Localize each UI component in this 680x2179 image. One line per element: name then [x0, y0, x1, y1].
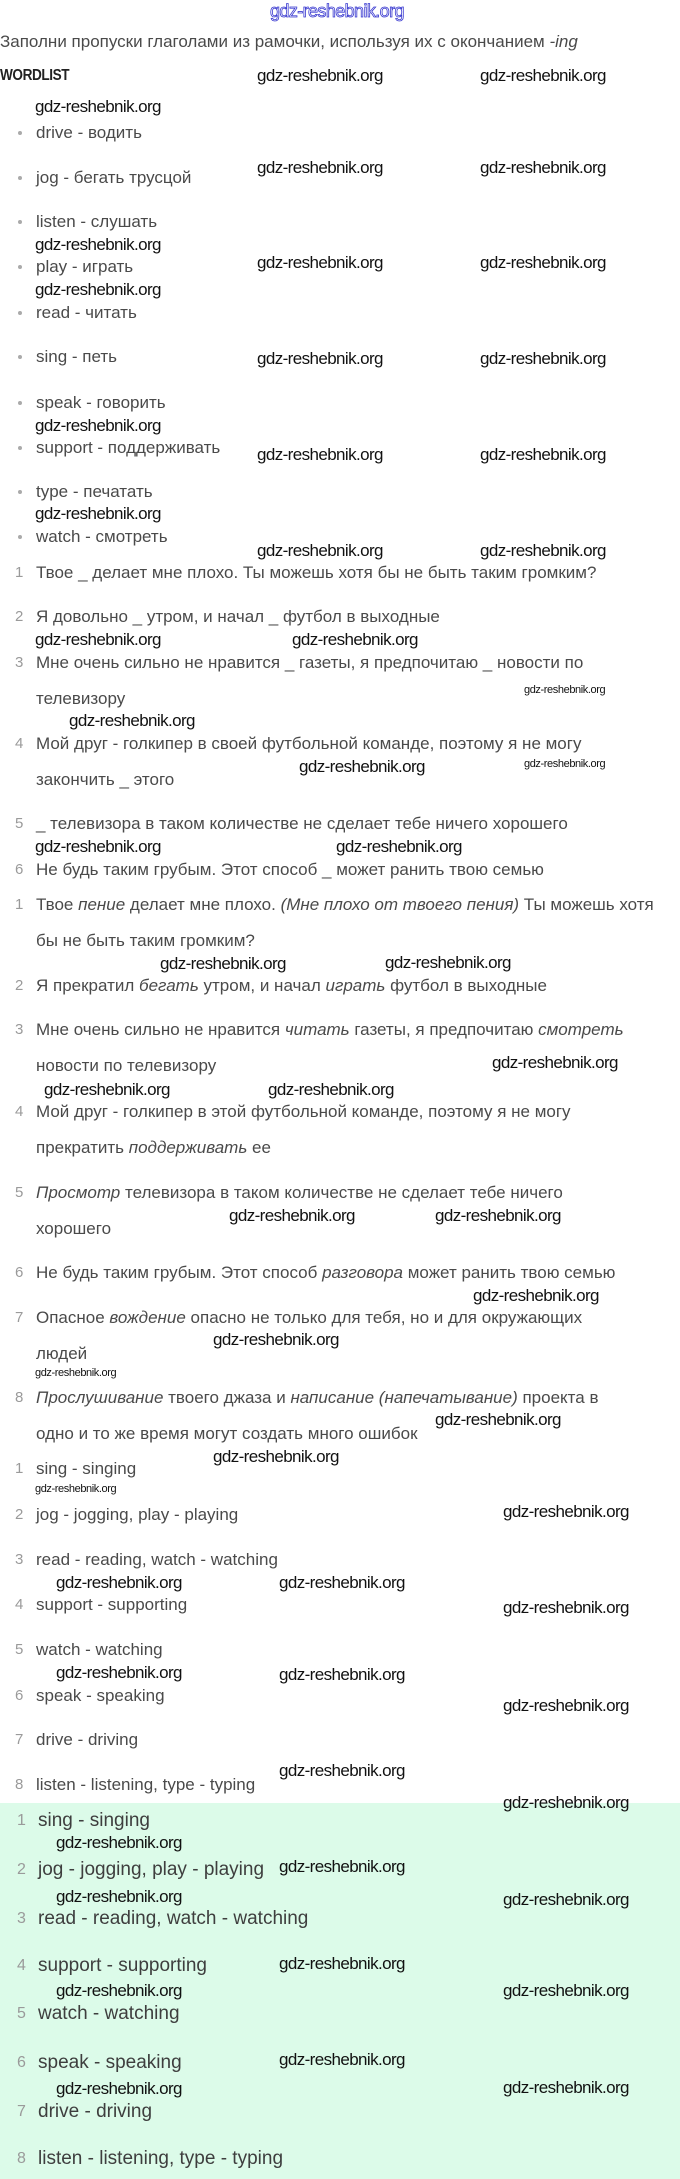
answer-text: прекратить [36, 1138, 129, 1157]
answer-number: 7 [15, 1309, 24, 1326]
watermark: gdz-reshebnik.org [44, 1080, 170, 1099]
answer-line [36, 975, 547, 997]
key-item: watch - watching [36, 1640, 163, 1659]
bullet-icon [18, 490, 22, 494]
watermark: gdz-reshebnik.org [279, 1573, 405, 1592]
answer-line [36, 1423, 418, 1445]
watermark: gdz-reshebnik.org [385, 953, 511, 972]
watermark: gdz-reshebnik.org [292, 630, 418, 649]
answer-text: твоего джаза и [163, 1388, 291, 1407]
bullet-icon [18, 220, 22, 224]
watermark: gdz-reshebnik.org [524, 758, 606, 770]
exercise-number: 4 [15, 735, 24, 752]
bullet-icon [18, 176, 22, 180]
exercise-line: Твое _ делает мне плохо. Ты можешь хотя бы не быть таким громким? [36, 563, 597, 582]
answer-text: Опасное [36, 1308, 110, 1327]
watermark: gdz-reshebnik.org [503, 1890, 629, 1909]
highlight-key-item: read - reading, watch - watching [38, 1908, 309, 1929]
watermark: gdz-reshebnik.org [35, 504, 161, 523]
answer-word: Просмотр [36, 1183, 121, 1202]
highlight-key-number: 6 [17, 2054, 26, 2071]
watermark: gdz-reshebnik.org [257, 253, 383, 272]
answer-line [36, 1055, 216, 1077]
answer-word: играть [325, 976, 386, 995]
answer-line [36, 1307, 582, 1329]
exercise-number: 2 [15, 608, 24, 625]
wordlist-item: read - читать [36, 303, 137, 322]
wordlist-item: jog - бегать трусцой [36, 168, 192, 187]
answer-text: Ты можешь хотя [519, 895, 654, 914]
exercise-number: 1 [15, 564, 24, 581]
instruction-suffix: -ing [549, 32, 578, 51]
watermark: gdz-reshebnik.org [56, 1663, 182, 1682]
answer-text: Не будь таким грубым. Этот способ [36, 1263, 323, 1282]
answer-text: новости по телевизору [36, 1056, 217, 1075]
highlight-key-item: support - supporting [38, 1955, 207, 1976]
key-item: speak - speaking [36, 1686, 165, 1705]
highlight-key-number: 4 [17, 1957, 26, 1974]
answer-line [36, 1387, 598, 1409]
watermark: gdz-reshebnik.org [160, 954, 286, 973]
watermark: gdz-reshebnik.org [56, 1573, 182, 1592]
key-number: 5 [15, 1641, 24, 1658]
key-number: 2 [15, 1506, 24, 1523]
watermark: gdz-reshebnik.org [35, 97, 161, 116]
watermark: gdz-reshebnik.org [435, 1410, 561, 1429]
watermark: gdz-reshebnik.org [257, 349, 383, 368]
watermark: gdz-reshebnik.org [503, 1981, 629, 2000]
watermark: gdz-reshebnik.org [480, 66, 606, 85]
exercise-number: 5 [15, 815, 24, 832]
highlight-key-item: sing - singing [38, 1810, 150, 1831]
answer-number: 1 [15, 896, 24, 913]
wordlist-title: WORDLIST [0, 67, 70, 84]
highlight-key-number: 5 [17, 2005, 26, 2022]
highlight-key-item: jog - jogging, play - playing [38, 1859, 265, 1880]
watermark: gdz-reshebnik.org [35, 1367, 117, 1379]
bullet-icon [18, 311, 22, 315]
watermark: gdz-reshebnik.org [35, 280, 161, 299]
watermark: gdz-reshebnik.org [279, 1857, 405, 1876]
watermark: gdz-reshebnik.org [279, 1761, 405, 1780]
exercise-number: 6 [15, 861, 24, 878]
watermark: gdz-reshebnik.org [257, 445, 383, 464]
answer-text: Твое [36, 895, 79, 914]
wordlist-item: type - печатать [36, 482, 153, 501]
watermark: gdz-reshebnik.org [35, 416, 161, 435]
highlight-key-item: drive - driving [38, 2101, 153, 2122]
answer-text: делает мне плохо. [125, 895, 281, 914]
answer-text: Мне очень сильно не нравится [36, 1020, 285, 1039]
highlight-key-number: 8 [17, 2150, 26, 2167]
bullet-icon [18, 446, 22, 450]
exercise-line: Мой друг - голкипер в своей футбольной команде, поэтому я не могу [36, 734, 582, 753]
watermark: gdz-reshebnik.org [336, 837, 462, 856]
highlight-key-item: watch - watching [38, 2003, 180, 2024]
answer-word: Прослушивание [36, 1388, 164, 1407]
answer-text: утром, и начал [198, 976, 326, 995]
watermark: gdz-reshebnik.org [503, 1696, 629, 1715]
answer-word: пение [78, 895, 126, 914]
answer-word: вождение [109, 1308, 186, 1327]
watermark: gdz-reshebnik.org [56, 2079, 182, 2098]
watermark: gdz-reshebnik.org [279, 1665, 405, 1684]
answer-word: читать [284, 1020, 350, 1039]
watermark: gdz-reshebnik.org [503, 1502, 629, 1521]
bullet-icon [18, 401, 22, 405]
wordlist-item: play - играть [36, 257, 134, 276]
answer-number: 3 [15, 1021, 24, 1038]
answer-number: 2 [15, 977, 24, 994]
answer-text: опасно не только для тебя, но и для окружающих [185, 1308, 583, 1327]
watermark: gdz-reshebnik.org [257, 66, 383, 85]
watermark: gdz-reshebnik.org [480, 541, 606, 560]
watermark: gdz-reshebnik.org [56, 1981, 182, 2000]
wordlist-item: sing - петь [36, 347, 118, 366]
wordlist-item: support - поддерживать [36, 438, 221, 457]
exercise-line: Не будь таким грубым. Этот способ _ может ранить твою семью [36, 860, 544, 879]
answer-word: смотреть [538, 1020, 624, 1039]
watermark: gdz-reshebnik.org [480, 445, 606, 464]
watermark: gdz-reshebnik.org [229, 1206, 355, 1225]
key-number: 1 [15, 1460, 24, 1477]
answer-line [36, 1182, 563, 1204]
wordlist-item: listen - слушать [36, 212, 158, 231]
watermark: gdz-reshebnik.org [299, 757, 425, 776]
answer-number: 5 [15, 1184, 24, 1201]
watermark: gdz-reshebnik.org [279, 1954, 405, 1973]
watermark: gdz-reshebnik.org [480, 253, 606, 272]
answer-line [36, 894, 654, 916]
answer-word: бегать [139, 976, 199, 995]
answer-word: написание (напечатывание) [290, 1388, 518, 1407]
exercise-line: закончить _ этого [36, 770, 175, 789]
bullet-icon [18, 535, 22, 539]
watermark: gdz-reshebnik.org [473, 1286, 599, 1305]
answer-text: Я прекратил [36, 976, 140, 995]
exercise-number: 3 [15, 654, 24, 671]
watermark: gdz-reshebnik.org [35, 630, 161, 649]
watermark: gdz-reshebnik.org [270, 1, 404, 21]
watermark: gdz-reshebnik.org [56, 1887, 182, 1906]
watermark: gdz-reshebnik.org [213, 1447, 339, 1466]
answer-line [36, 1343, 87, 1365]
key-number: 8 [15, 1776, 24, 1793]
highlight-key-number: 3 [17, 1910, 26, 1927]
highlight-key-number: 1 [17, 1812, 26, 1829]
exercise-line: Я довольно _ утром, и начал _ футбол в выходные [36, 607, 440, 626]
answer-text: бы не быть таким громким? [36, 931, 255, 950]
key-number: 7 [15, 1731, 24, 1748]
watermark: gdz-reshebnik.org [35, 1483, 117, 1495]
key-number: 6 [15, 1687, 24, 1704]
highlight-key-item: speak - speaking [38, 2052, 182, 2073]
watermark: gdz-reshebnik.org [56, 1833, 182, 1852]
watermark: gdz-reshebnik.org [213, 1330, 339, 1349]
watermark: gdz-reshebnik.org [524, 684, 606, 696]
key-item: listen - listening, type - typing [36, 1775, 256, 1794]
watermark: gdz-reshebnik.org [503, 1598, 629, 1617]
wordlist-item: watch - смотреть [36, 527, 168, 546]
key-number: 4 [15, 1596, 24, 1613]
exercise-line: Мне очень сильно не нравится _ газеты, я предпочитаю _ новости по [36, 653, 584, 672]
answer-line [36, 1101, 571, 1123]
bullet-icon [18, 265, 22, 269]
answer-number: 6 [15, 1264, 24, 1281]
answer-number: 4 [15, 1103, 24, 1120]
answer-text: может ранить твою семью [403, 1263, 616, 1282]
watermark: gdz-reshebnik.org [279, 2050, 405, 2069]
watermark: gdz-reshebnik.org [480, 349, 606, 368]
key-item: jog - jogging, play - playing [36, 1505, 239, 1524]
watermark: gdz-reshebnik.org [69, 711, 195, 730]
instruction [0, 31, 578, 53]
highlight-key-number: 7 [17, 2103, 26, 2120]
answer-text: газеты, я предпочитаю [349, 1020, 539, 1039]
wordlist-item: drive - водить [36, 123, 142, 142]
answer-word: разговора [322, 1263, 404, 1282]
key-number: 3 [15, 1551, 24, 1568]
key-item: support - supporting [36, 1595, 188, 1614]
bullet-icon [18, 131, 22, 135]
watermark: gdz-reshebnik.org [503, 2078, 629, 2097]
instruction-text: Заполни пропуски глаголами из рамочки, используя их с окончанием [0, 32, 550, 51]
answer-text: хорошего [36, 1219, 112, 1238]
answer-text: проекта в [517, 1388, 599, 1407]
exercise-line: _ телевизора в таком количестве не сделает тебе ничего хорошего [36, 814, 568, 833]
answer-word: поддерживать [128, 1138, 248, 1157]
answer-number: 8 [15, 1389, 24, 1406]
watermark: gdz-reshebnik.org [503, 1793, 629, 1812]
bullet-icon [18, 355, 22, 359]
answer-text: ее [247, 1138, 271, 1157]
watermark: gdz-reshebnik.org [35, 837, 161, 856]
watermark: gdz-reshebnik.org [257, 158, 383, 177]
answer-text: людей [36, 1344, 88, 1363]
answer-line [36, 1218, 111, 1240]
answer-text: одно и то же время могут создать много ошибок [36, 1424, 418, 1443]
answer-text: телевизора в таком количестве не сделает тебе ничего [120, 1183, 563, 1202]
answer-line [36, 1262, 615, 1284]
watermark: gdz-reshebnik.org [435, 1206, 561, 1225]
highlight-key-number: 2 [17, 1861, 26, 1878]
watermark: gdz-reshebnik.org [480, 158, 606, 177]
highlight-key-item: listen - listening, type - typing [38, 2148, 284, 2169]
exercise-line: телевизору [36, 689, 126, 708]
wordlist-item: speak - говорить [36, 393, 166, 412]
watermark: gdz-reshebnik.org [257, 541, 383, 560]
watermark: gdz-reshebnik.org [492, 1053, 618, 1072]
answer-line [36, 1137, 271, 1159]
key-item: read - reading, watch - watching [36, 1550, 278, 1569]
watermark: gdz-reshebnik.org [35, 235, 161, 254]
answer-text: футбол в выходные [385, 976, 547, 995]
watermark: gdz-reshebnik.org [268, 1080, 394, 1099]
answer-line [36, 930, 255, 952]
answer-text: Мой друг - голкипер в этой футбольной команде, поэтому я не могу [36, 1102, 571, 1121]
key-item: sing - singing [36, 1459, 137, 1478]
answer-word: (Мне плохо от твоего пения) [280, 895, 520, 914]
key-item: drive - driving [36, 1730, 139, 1749]
answer-line [36, 1019, 624, 1041]
